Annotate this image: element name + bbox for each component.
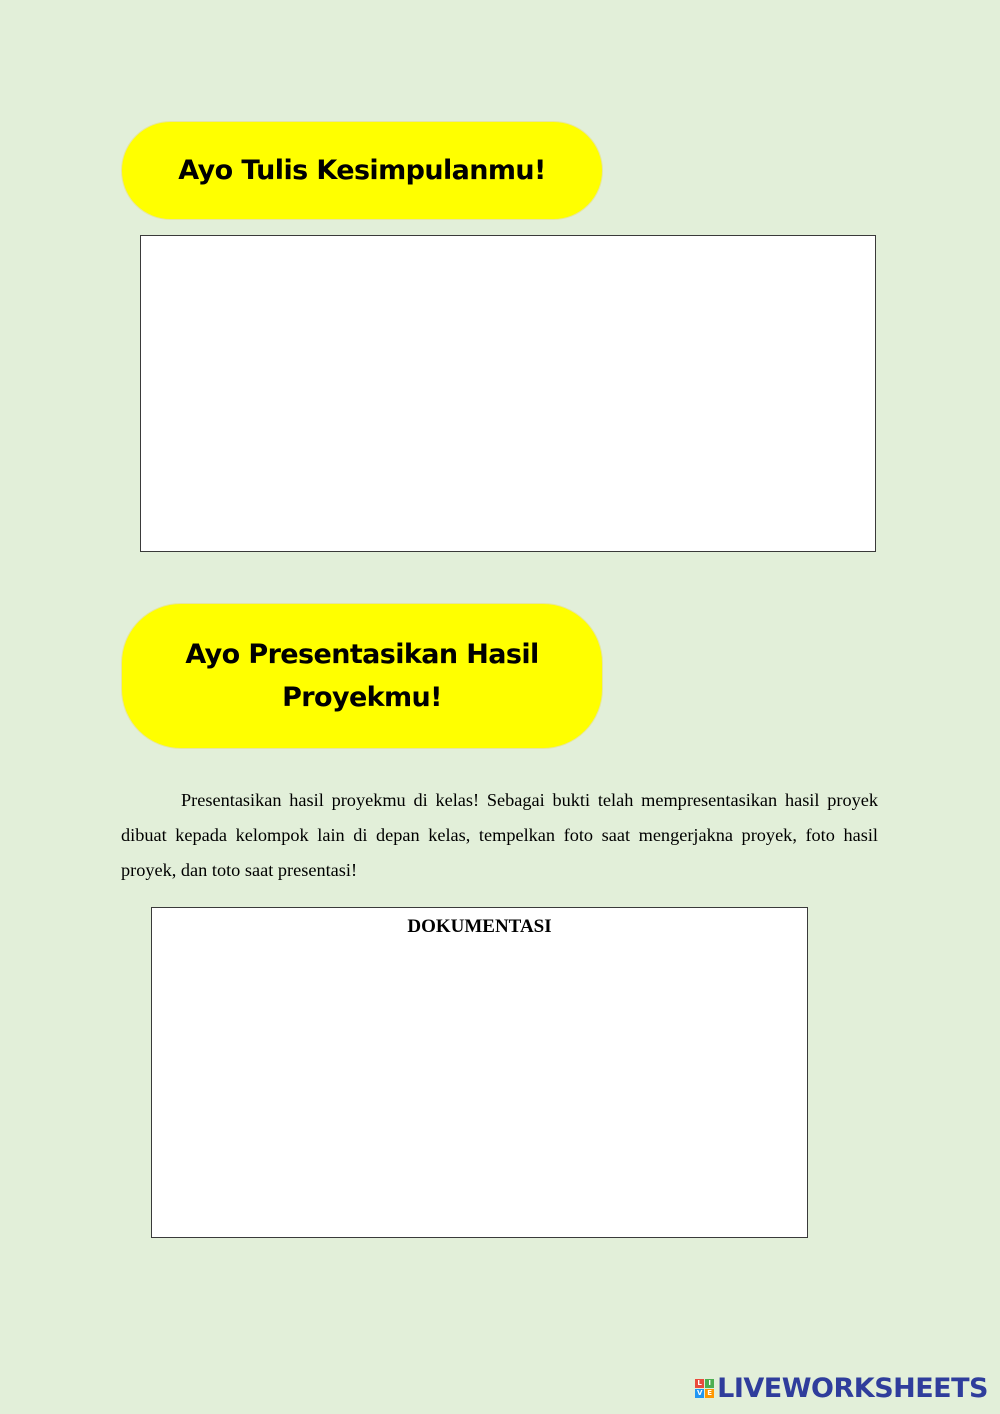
logo-letter-v: V — [696, 1389, 703, 1397]
logo-letter-i: I — [705, 1379, 714, 1388]
presentation-instructions: Presentasikan hasil proyekmu di kelas! Sebagai bukti telah mempresentasikan hasil proyek dibuat kepada kelompok lain di depan kelas, tempelkan foto saat mengerjakna proyek, foto hasil proyek, dan toto saat presentasi! — [121, 790, 878, 880]
logo-letter-l: L — [695, 1379, 704, 1388]
liveworksheets-logo-icon — [695, 1379, 714, 1398]
liveworksheets-wordmark: LIVEWORKSHEETS — [717, 1373, 988, 1404]
documentation-box[interactable] — [151, 907, 808, 1238]
conclusion-heading: Ayo Tulis Kesimpulanmu! — [121, 121, 603, 220]
conclusion-answer-box[interactable] — [140, 235, 876, 552]
liveworksheets-watermark — [695, 1373, 988, 1404]
presentation-heading: Ayo Presentasikan Hasil Proyekmu! — [121, 603, 603, 749]
documentation-title: DOKUMENTASI — [407, 916, 552, 937]
logo-letter-e: E — [705, 1389, 714, 1398]
